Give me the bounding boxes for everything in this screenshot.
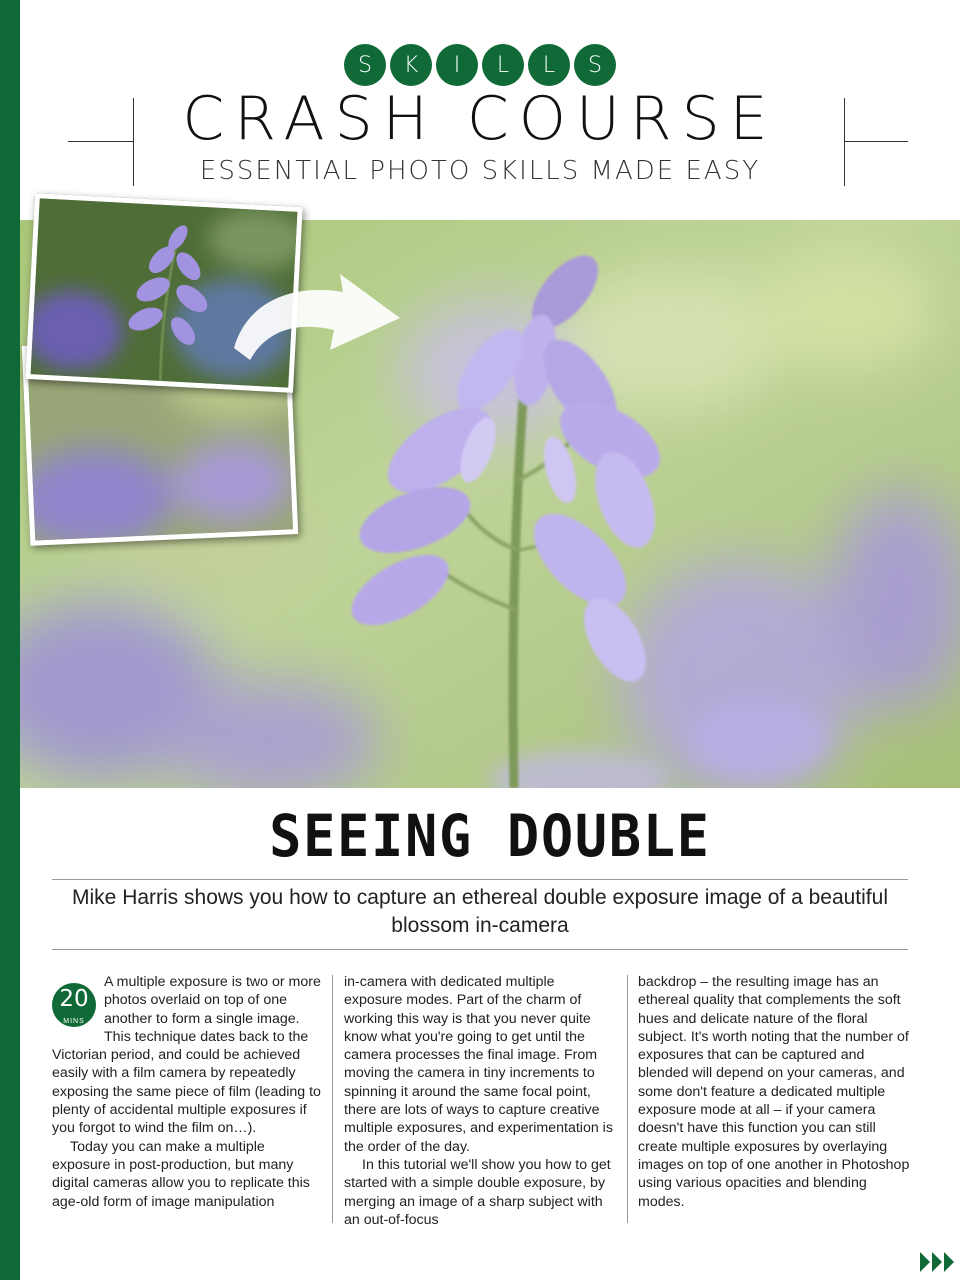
- article-standfirst: Mike Harris shows you how to capture an ethereal double exposure image of a beautiful blossom in-camera: [72, 886, 888, 937]
- body-column-3: [638, 973, 910, 1211]
- skills-letter: L: [528, 44, 570, 86]
- body-paragraph: backdrop – the resulting image has an ethereal quality that complements the soft hues and delicate nature of the floral subject. It's worth noting that the number of exposures that can be captured and blended will depend on your cameras, and some don't feature a dedicated multiple exposure mode at all – if your camera doesn't have this function you can still create multiple exposures by overlaying images on top of one another in Photoshop using various opacities and blending modes.: [638, 974, 910, 1210]
- header-rule-right-vertical: [844, 98, 845, 186]
- column-divider: [627, 975, 628, 1223]
- time-badge-value: 20: [59, 986, 89, 1012]
- triple-chevron-right-icon[interactable]: [918, 1250, 960, 1274]
- headline-divider: [52, 879, 908, 880]
- body-paragraph: Today you can make a multiple exposure in post-production, but many digital cameras allow you to replicate this age-old form of image manipulation: [52, 1138, 310, 1210]
- header-rule-left-vertical: [133, 98, 134, 186]
- body-paragraph: In this tutorial we'll show you how to get started with a simple double exposure, by merging an image of a sharp subject with an out-of-focus: [344, 1156, 611, 1228]
- header-rule-right: [844, 141, 908, 142]
- body-paragraph: in-camera with dedicated multiple exposure modes. Part of the charm of working this way is that you never quite know what you're going to get until the camera processes the final image. From moving the camera in tiny increments to spinning it around the same focal point, there are lots of ways to capture creative multiple exposures, and experimentation is the order of the day.: [344, 974, 613, 1155]
- skills-badge-row: [0, 44, 960, 86]
- skills-letter: L: [482, 44, 524, 86]
- body-paragraph: A multiple exposure is two or more photos overlaid on top of one another to form a single image. This technique dates back to the Victorian period, and could be achieved easily with a film camera by repeatedly exposing the same piece of film (leading to plenty of accidental multiple exposures if you forgot to wind the film on…).: [52, 974, 321, 1137]
- column-divider: [332, 975, 333, 1223]
- section-subtitle: ESSENTIAL PHOTO SKILLS MADE EASY: [199, 156, 761, 186]
- body-column-1: [52, 973, 324, 1211]
- section-title: CRASH COURSE: [182, 84, 778, 154]
- skills-letter: S: [344, 44, 386, 86]
- brand-side-bar: [0, 0, 20, 1280]
- standfirst-divider: [52, 949, 908, 950]
- time-badge: [52, 983, 96, 1027]
- curved-arrow-icon: [228, 268, 408, 368]
- skills-letter: I: [436, 44, 478, 86]
- time-badge-unit: MINS: [63, 1018, 85, 1025]
- body-column-2: [344, 973, 616, 1229]
- article-headline: SEEING DOUBLE: [269, 802, 711, 870]
- header-rule-left: [68, 141, 134, 142]
- skills-letter: S: [574, 44, 616, 86]
- skills-letter: K: [390, 44, 432, 86]
